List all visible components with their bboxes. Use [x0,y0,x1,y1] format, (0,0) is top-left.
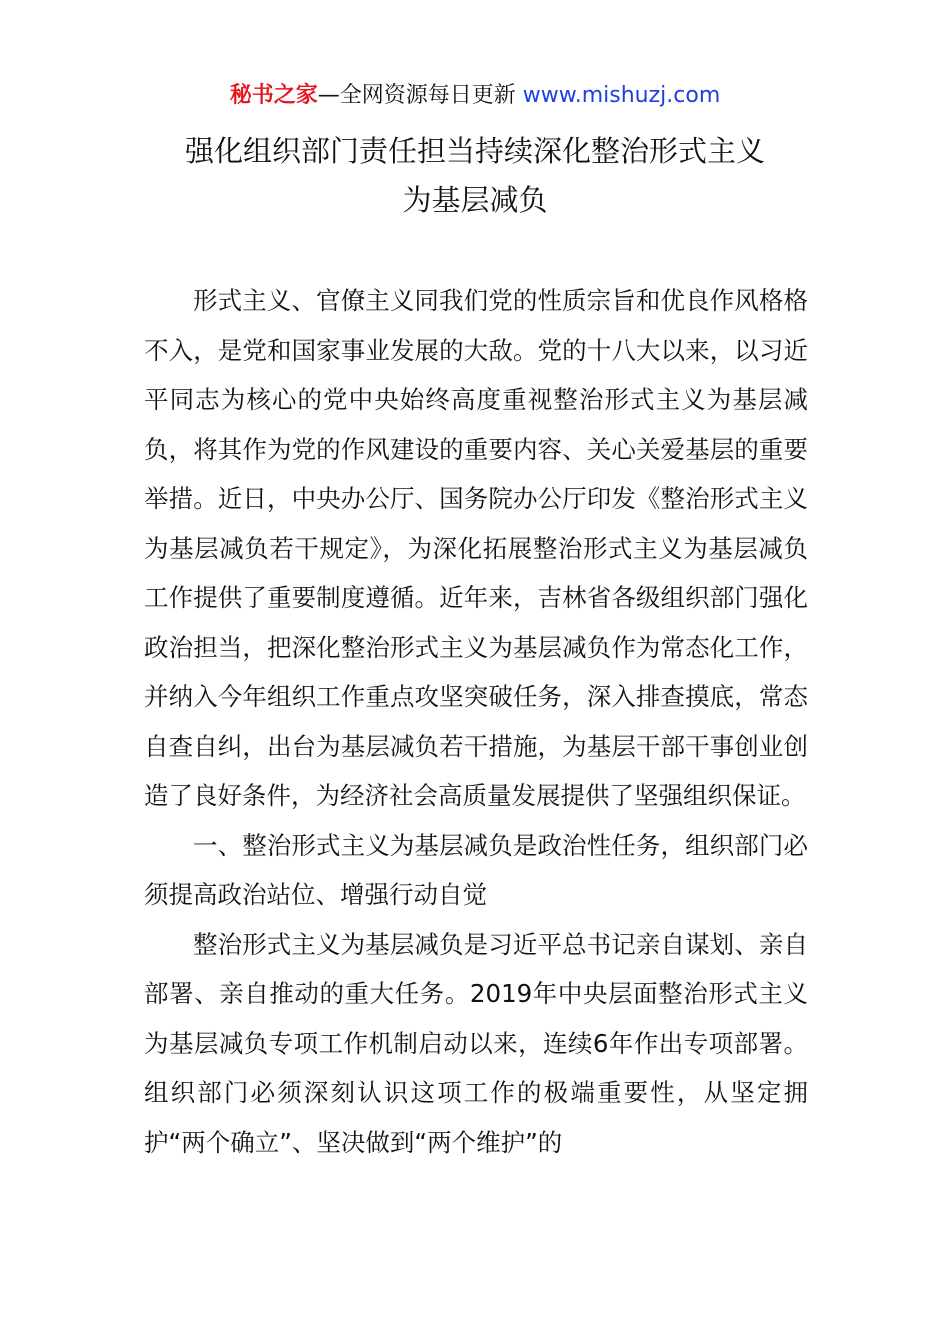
title-line-2: 为基层减负 [402,183,548,217]
body-paragraph-section-1: 整治形式主义为基层减负是习近平总书记亲自谋划、亲自部署、亲自推动的重大任务。2019年中央层面整治形式主义为基层减负专项工作机制启动以来，连续6年作出专项部署。组织部门必须深刻认识这项工作的极端重要性，从坚定拥护“两个确立”、坚决做到“两个维护”的 [144,929,808,1157]
document-body [144,276,808,1167]
site-brand: 秘书之家 [229,83,318,108]
document-title [0,127,950,225]
section-heading-1: 一、整治形式主义为基层减负是政治性任务，组织部门必须提高政治站位、增强行动自觉 [144,830,808,909]
site-tagline: —全网资源每日更新 [317,83,516,108]
title-line-1: 强化组织部门责任担当持续深化整治形式主义 [184,134,765,168]
site-header [0,80,950,112]
body-paragraph-intro: 形式主义、官僚主义同我们党的性质宗旨和优良作风格格不入，是党和国家事业发展的大敌。党的十八大以来，以习近平同志为核心的党中央始终高度重视整治形式主义为基层减负，将其作为党的作风建设的重要内容、关心关爱基层的重要举措。近日，中央办公厅、国务院办公厅印发《整治形式主义为基层减负若干规定》，为深化拓展整治形式主义为基层减负工作提供了重要制度遵循。近年来，吉林省各级组织部门强化政治担当，把深化整治形式主义为基层减负作为常态化工作，并纳入今年组织工作重点攻坚突破任务，深入排查摸底，常态自查自纠，出台为基层减负若干措施，为基层干部干事创业创造了良好条件，为经济社会高质量发展提供了坚强组织保证。 [144,286,808,810]
site-url-link[interactable]: www.mishuzj.com [522,83,721,108]
